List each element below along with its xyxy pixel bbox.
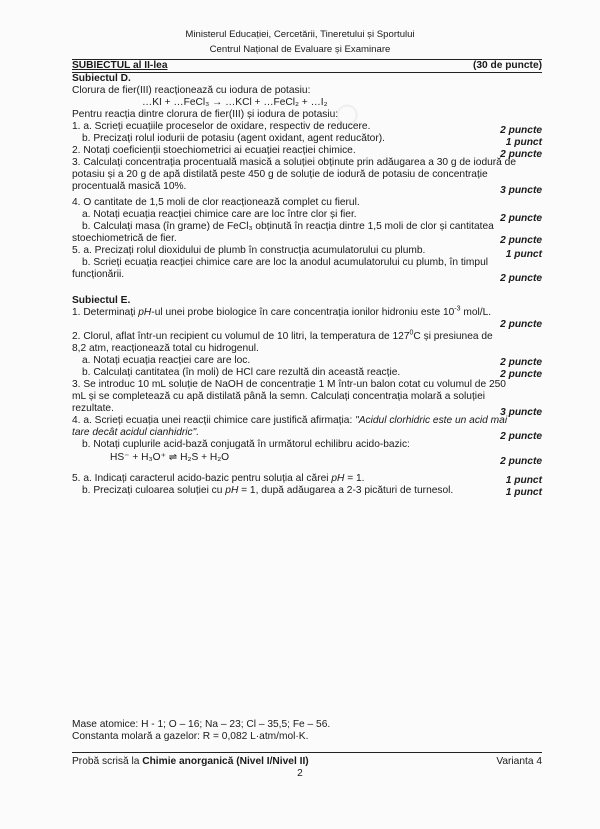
subject-points: (30 de puncte): [472, 60, 542, 71]
probe-subject: Chimie anorganică (Nivel I/Nivel II): [142, 756, 309, 767]
e-q5b-ph: pH: [225, 485, 239, 496]
e-q2-line2: 8,2 atm, reacționează total cu hidrogenul.: [72, 343, 259, 354]
e-q5b: [82, 485, 552, 497]
variant-label: Varianta 4: [496, 756, 542, 767]
e-q2b: b. Calculați cantitatea (în moli) de HCl care rezultă din această reacție.: [82, 367, 401, 378]
e-q4b: b. Notați cuplurile acid-bază conjugată în următorul echilibru acido-bazic:: [82, 439, 410, 450]
e-q5a-post: = 1.: [344, 473, 365, 484]
d-intro: Clorura de fier(III) reacționează cu iodura de potasiu:: [72, 85, 311, 96]
e-q5a-pre: 5. a. Indicați caracterul acido-bazic pentru soluția al cărei: [72, 473, 329, 484]
e-q5b-post: = 1, după adăugarea a 2-3 picături de turnesol.: [238, 485, 454, 496]
e-q1-exp: -3: [454, 305, 461, 313]
d-q4b-line2: stoechiometrică de fier.: [72, 233, 177, 244]
e-q2-l1-post: C și presiunea de: [413, 331, 493, 342]
d-q2-points: 2 puncte: [500, 149, 542, 160]
d-q5a: 5. a. Precizați rolul dioxidului de plumb în construcția acumulatorului cu plumb.: [72, 245, 426, 256]
d-q1a-points: 2 puncte: [500, 125, 542, 136]
e-q4a-quote1: "Acidul clorhidric este un acid mai: [355, 415, 508, 426]
d-lead: Pentru reacția dintre clorura de fier(III) și iodura de potasiu:: [72, 109, 339, 120]
d-q3-line2: potasiu și a 20 g de apă distilată peste 450 g de soluție de iodură de potasiu de concentrație: [72, 169, 488, 180]
page-number: 2: [297, 768, 303, 779]
d-q4a: a. Notați ecuația reacției chimice care are loc între clor și fier.: [82, 209, 357, 220]
footer-rule: [72, 752, 542, 753]
e-q3-line1: 3. Se introduc 10 mL soluție de NaOH de concentrație 1 M într-un balon cotat cu volumul de 250: [72, 379, 506, 390]
e-q4a-pre: 4. a. Scrieți ecuația unei reacții chimice care justifică afirmația:: [72, 415, 353, 426]
e-q4a-line1: [72, 415, 542, 427]
d-q3-points: 3 puncte: [500, 185, 542, 196]
d-q4b-line1: b. Calculați masa (în grame) de FeCl₃ obținută în reacția dintre 1,5 moli de clor și cantitatea: [82, 221, 494, 232]
e-q4a-points: 2 puncte: [500, 431, 542, 442]
d-q3-line1: 3. Calculați concentrația procentuală masică a soluției obținute prin adăugarea a 30 g de iodură de: [72, 157, 517, 168]
gas-constant: Constanta molară a gazelor: R = 0,082 L·atm/mol·K.: [72, 731, 309, 742]
d-q1b-points: 1 punct: [505, 137, 542, 148]
e-q2-l1-sup: 0: [409, 329, 414, 337]
d-q5b-points: 2 puncte: [500, 273, 542, 284]
e-q5b-pre: b. Precizați culoarea soluției cu: [82, 485, 223, 496]
e-q5b-points: 1 punct: [505, 487, 542, 498]
d-q5a-points: 1 punct: [505, 249, 542, 260]
e-heading: Subiectul E.: [72, 295, 131, 306]
center-header: Centrul Național de Evaluare și Examinare: [209, 44, 391, 55]
d-q3-line3: procentuală masică 10%.: [72, 181, 187, 192]
e-q1-ph: pH: [138, 307, 152, 318]
probe-label: [72, 756, 542, 768]
atomic-masses: Mase atomice: H - 1; O – 16; Na – 23; Cl – 35,5; Fe – 56.: [72, 719, 331, 730]
e-q2-line1: [72, 331, 542, 343]
d-q4a-points: 2 puncte: [500, 213, 542, 224]
probe-pre: Probă scrisă la: [72, 756, 143, 767]
top-rule: [72, 59, 542, 60]
e-q2b-points: 2 puncte: [500, 369, 542, 380]
e-q5a: [72, 473, 542, 485]
e-q5a-ph: pH: [331, 473, 345, 484]
watermark-mark: ◦: [309, 83, 390, 149]
e-q3-line2: mL și se completează cu apă distilată până la semn. Calculați concentrația molară a soluției: [72, 391, 485, 402]
e-q5a-points: 1 punct: [505, 475, 542, 486]
d-equation: …KI + …FeCl₃ → …KCl + …FeCl₂ + …I₂: [142, 97, 328, 108]
e-q4a-quote2: tare decât acidul cianhidric".: [72, 427, 200, 438]
d-q5b-line2: funcționării.: [72, 269, 125, 280]
e-q4b-equation: HS⁻ + H₃O⁺ ⇌ H₂S + H₂O: [110, 452, 230, 463]
ministry-header: Ministerul Educației, Cercetării, Tineretului și Sportului: [185, 29, 415, 40]
e-q1-post: -ul unei probe biologice în care concentrația ionilor hidroniu este 10: [151, 307, 455, 318]
e-q2a: a. Notați ecuația reacției care are loc.: [82, 355, 251, 366]
e-q1-points: 2 puncte: [500, 319, 542, 330]
e-q3-points: 3 puncte: [500, 407, 542, 418]
e-q1: [72, 307, 542, 319]
e-q1-unit: mol/L.: [460, 307, 492, 318]
d-q4: 4. O cantitate de 1,5 moli de clor reacționează complet cu fierul.: [72, 197, 360, 208]
subject-title: SUBIECTUL al II-lea: [72, 60, 168, 71]
e-q1-pre: 1. Determinați: [72, 307, 136, 318]
d-q1b: b. Precizați rolul iodurii de potasiu (agent oxidant, agent reducător).: [82, 133, 385, 144]
d-q4b-points: 2 puncte: [500, 235, 542, 246]
e-q2a-points: 2 puncte: [500, 357, 542, 368]
e-q2-l1-pre: 2. Clorul, aflat într-un recipient cu volumul de 10 litri, la temperatura de 127: [72, 331, 410, 342]
d-heading: Subiectul D.: [72, 73, 131, 84]
e-q4b-points: 2 puncte: [500, 456, 542, 467]
d-q5b-line1: b. Scrieți ecuația reacției chimice care are loc la anodul acumulatorului cu plumb, în timpul: [82, 257, 488, 268]
e-q3-line3: rezultate.: [72, 403, 114, 414]
d-q2: 2. Notați coeficienții stoechiometrici ai ecuației reacției chimice.: [72, 145, 356, 156]
d-q1a: 1. a. Scrieți ecuațiile proceselor de oxidare, respectiv de reducere.: [72, 121, 371, 132]
